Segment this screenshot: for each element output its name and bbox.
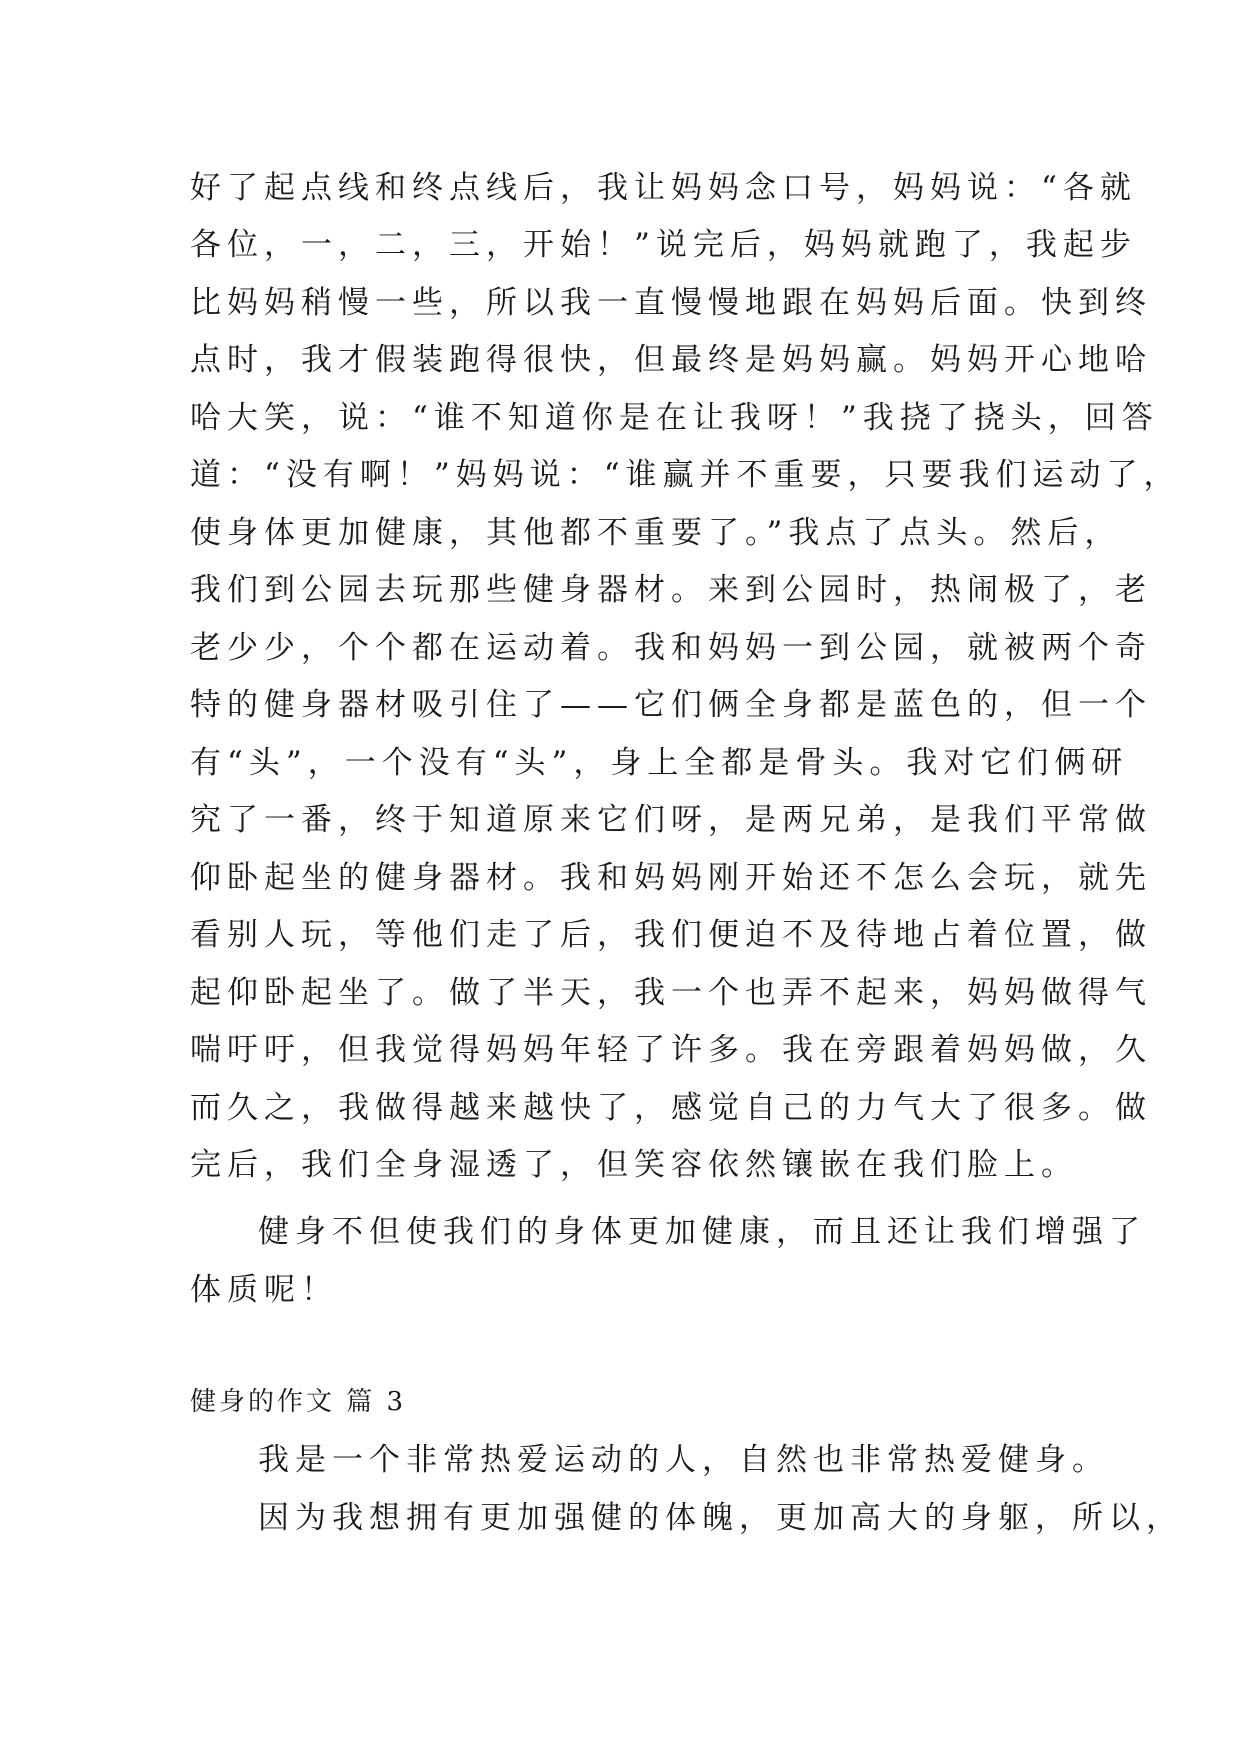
paragraph-line: 健身不但使我们的身体更加健康，而且还让我们增强了 bbox=[258, 1214, 1146, 1250]
section-heading: 健身的作文 篇 3 bbox=[190, 1387, 407, 1417]
paragraph-line: 好了起点线和终点线后，我让妈妈念口号，妈妈说：“各就 bbox=[190, 170, 1137, 206]
paragraph-line: 各位，一，二，三，开始！”说完后，妈妈就跑了，我起步 bbox=[190, 227, 1137, 263]
paragraph-line: 因为我想拥有更加强健的体魄，更加高大的身躯，所以， bbox=[258, 1500, 1183, 1536]
paragraph-line: 而久之，我做得越来越快了，感觉自己的力气大了很多。做 bbox=[190, 1090, 1152, 1126]
paragraph-line: 我是一个非常热爱运动的人，自然也非常热爱健身。 bbox=[258, 1442, 1109, 1478]
paragraph-line: 完后，我们全身湿透了，但笑容依然镶嵌在我们脸上。 bbox=[190, 1147, 1078, 1183]
paragraph-line: 比妈妈稍慢一些，所以我一直慢慢地跟在妈妈后面。快到终 bbox=[190, 285, 1152, 321]
paragraph-line: 体质呢！ bbox=[190, 1272, 338, 1308]
paragraph-line: 我们到公园去玩那些健身器材。来到公园时，热闹极了，老 bbox=[190, 572, 1152, 608]
paragraph-line: 究了一番，终于知道原来它们呀，是两兄弟，是我们平常做 bbox=[190, 802, 1152, 838]
paragraph-line: 看别人玩，等他们走了后，我们便迫不及待地占着位置，做 bbox=[190, 917, 1152, 953]
paragraph-line: 起仰卧起坐了。做了半天，我一个也弄不起来，妈妈做得气 bbox=[190, 975, 1152, 1011]
paragraph-line: 哈大笑，说：“谁不知道你是在让我呀！”我挠了挠头，回答 bbox=[190, 400, 1159, 436]
paragraph-line: 道：“没有啊！”妈妈说：“谁赢并不重要，只要我们运动了， bbox=[190, 457, 1181, 493]
paragraph-line: 老少少，个个都在运动着。我和妈妈一到公园，就被两个奇 bbox=[190, 630, 1152, 666]
paragraph-line: 使身体更加健康，其他都不重要了。”我点了点头。然后， bbox=[190, 515, 1122, 551]
paragraph-line: 有“头”，一个没有“头”，身上全都是骨头。我对它们俩研 bbox=[190, 745, 1129, 781]
paragraph-line: 点时，我才假装跑得很快，但最终是妈妈赢。妈妈开心地哈 bbox=[190, 342, 1152, 378]
paragraph-line: 仰卧起坐的健身器材。我和妈妈刚开始还不怎么会玩，就先 bbox=[190, 860, 1152, 896]
paragraph-line: 特的健身器材吸引住了——它们俩全身都是蓝色的，但一个 bbox=[190, 687, 1152, 723]
paragraph-line: 喘吁吁，但我觉得妈妈年轻了许多。我在旁跟着妈妈做，久 bbox=[190, 1032, 1152, 1068]
